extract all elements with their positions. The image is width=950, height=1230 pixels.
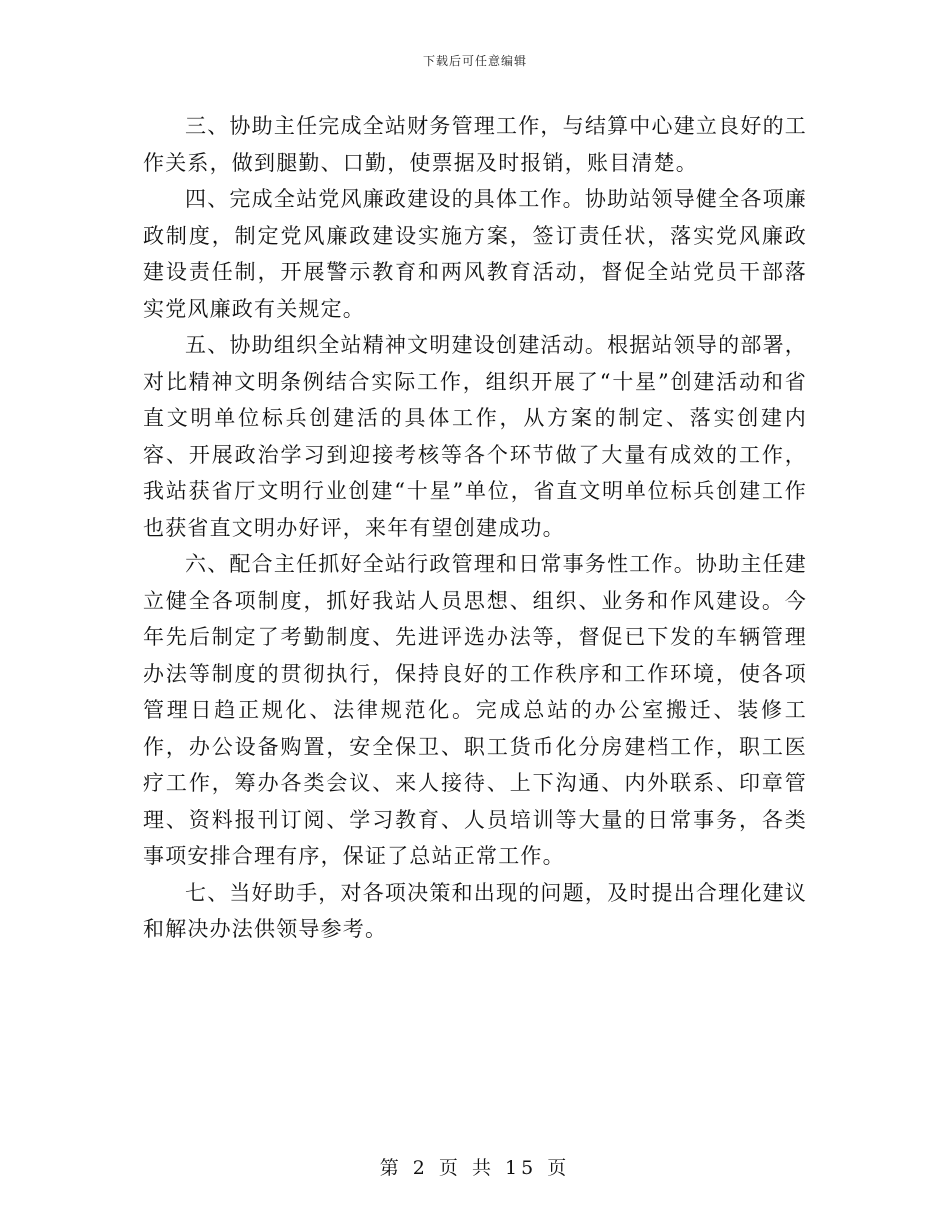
- paragraph-6: 六、配合主任抓好全站行政管理和日常事务性工作。协助主任建立健全各项制度，抓好我站人员思想、组织、业务和作风建设。今年先后制定了考勤制度、先进评选办法等，督促已下发的车辆管理办法等制度的贯彻执行，保持良好的工作秩序和工作环境，使各项管理日趋正规化、法律规范化。完成总站的办公室搬迁、装修工作，办公设备购置，安全保卫、职工货币化分房建档工作，职工医疗工作，筹办各类会议、来人接待、上下沟通、内外联系、印章管理、资料报刊订阅、学习教育、人员培训等大量的日常事务，各类事项安排合理有序，保证了总站正常工作。: [143, 552, 807, 868]
- paragraph-3: 三、协助主任完成全站财务管理工作，与结算中心建立良好的工作关系，做到腿勤、口勤，使票据及时报销，账目清楚。: [143, 114, 807, 175]
- paragraph-4: 四、完成全站党风廉政建设的具体工作。协助站领导健全各项廉政制度，制定党风廉政建设实施方案，签订责任状，落实党风廉政建设责任制，开展警示教育和两风教育活动，督促全站党员干部落实党风廉政有关规定。: [143, 187, 807, 321]
- page-header-note: 下载后可任意编辑: [422, 54, 527, 68]
- page-number: 第 2 页 共 15 页: [379, 1157, 571, 1179]
- document-body: [143, 108, 807, 948]
- paragraph-5: 五、协助组织全站精神文明建设创建活动。根据站领导的部署，对比精神文明条例结合实际工作，组织开展了“十星”创建活动和省直文明单位标兵创建活的具体工作，从方案的制定、落实创建内容、开展政治学习到迎接考核等各个环节做了大量有成效的工作，我站获省厅文明行业创建“十星”单位，省直文明单位标兵创建工作也获省直文明办好评，来年有望创建成功。: [143, 333, 807, 540]
- paragraph-7: 七、当好助手，对各项决策和出现的问题，及时提出合理化建议和解决办法供领导参考。: [143, 880, 807, 941]
